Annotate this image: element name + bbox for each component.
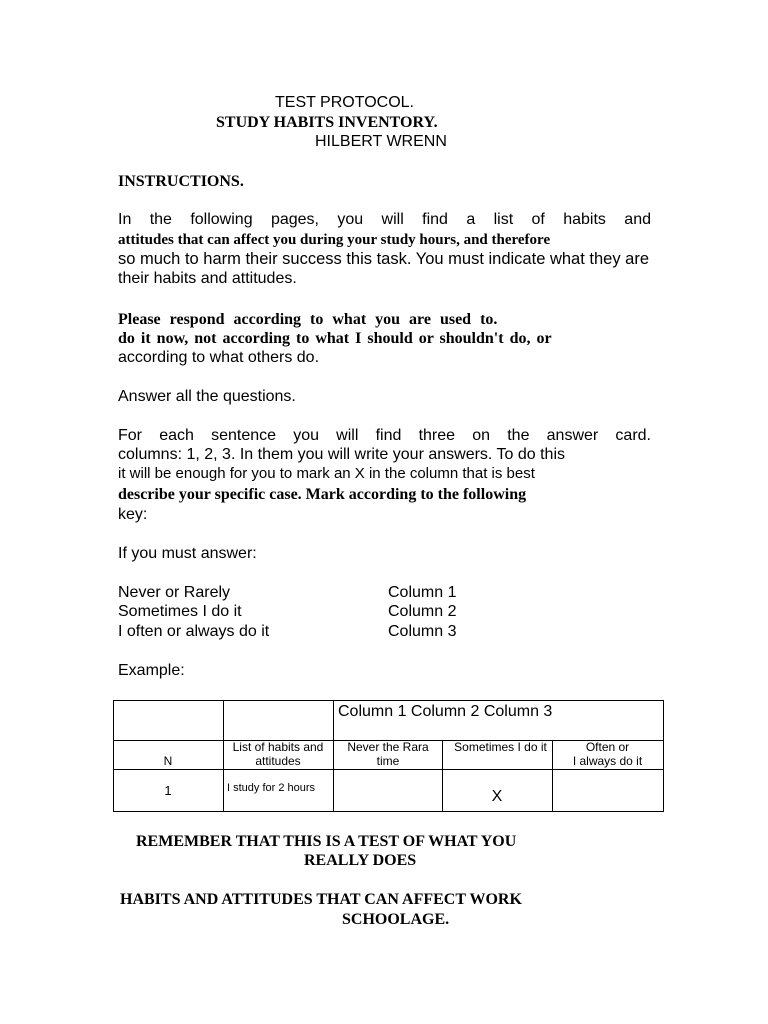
header-list-line2: attitudes (255, 754, 301, 768)
row-mark: X (491, 788, 503, 805)
table-border-top (113, 700, 664, 701)
para4-line3: it will be enough for you to mark an X in the column that is best (118, 465, 535, 482)
inventory-title: STUDY HABITS INVENTORY. (216, 114, 438, 131)
header-never-line1: Never the Rara (347, 740, 429, 754)
para5: If you must answer: (118, 545, 257, 562)
header-often-line2: I always do it (572, 754, 643, 768)
para3: Answer all the questions. (118, 388, 296, 405)
key-answer-2: Sometimes I do it (118, 603, 242, 620)
row-habit: I study for 2 hours (227, 782, 316, 794)
header-list (223, 740, 333, 768)
columns-header: Column 1 Column 2 Column 3 (338, 703, 553, 720)
para1-line2: attitudes that can affect you during your study hours, and therefore (118, 232, 551, 248)
header-never-line2: time (376, 754, 400, 768)
key-answer-1: Never or Rarely (118, 584, 231, 601)
author-name: HILBERT WRENN (315, 133, 447, 150)
table-divider-2 (113, 769, 664, 770)
header-n: N (163, 754, 173, 768)
para2-line3: according to what others do. (118, 349, 320, 366)
key-column-1: Column 1 (388, 584, 457, 601)
header-sometimes: Sometimes I do it (454, 740, 547, 754)
reminder-line1: REMEMBER THAT THIS IS A TEST OF WHAT YOU (136, 833, 517, 850)
para1-line3: so much to harm their success this task. You must indicate what they are (118, 250, 650, 268)
para2-line2: do it now, not according to what I should or shouldn't do, or (118, 330, 552, 347)
para4-line1: For each sentence you will find three on the answer card. (118, 427, 651, 444)
header-never (333, 740, 443, 768)
para4-line2: columns: 1, 2, 3. In them you will write your answers. To do this (118, 446, 566, 463)
para1-line4: their habits and attitudes. (118, 270, 297, 287)
reminder-line2: REALLY DOES (304, 852, 417, 869)
para4-line5: key: (118, 506, 148, 523)
table-border-bottom (113, 811, 664, 812)
instructions-heading: INSTRUCTIONS. (118, 173, 244, 190)
key-column-2: Column 2 (388, 603, 457, 620)
para2-line1: Please respond according to what you are used to. (118, 311, 498, 328)
footer-line2: SCHOOLAGE. (342, 911, 450, 928)
header-often-line1: Often or (585, 740, 630, 754)
key-column-3: Column 3 (388, 623, 457, 640)
protocol-title: TEST PROTOCOL. (275, 94, 414, 111)
table-border-right (663, 700, 664, 812)
header-often (552, 740, 663, 768)
example-table (113, 700, 664, 812)
example-label: Example: (118, 662, 185, 679)
para1-line1: In the following pages, you will find a list of habits and (118, 211, 651, 228)
row-n: 1 (164, 783, 172, 798)
footer-line1: HABITS AND ATTITUDES THAT CAN AFFECT WORK (120, 891, 522, 908)
key-answer-3: I often or always do it (118, 623, 270, 640)
header-list-line1: List of habits and (232, 740, 324, 754)
para4-line4: describe your specific case. Mark according to the following (118, 486, 527, 503)
